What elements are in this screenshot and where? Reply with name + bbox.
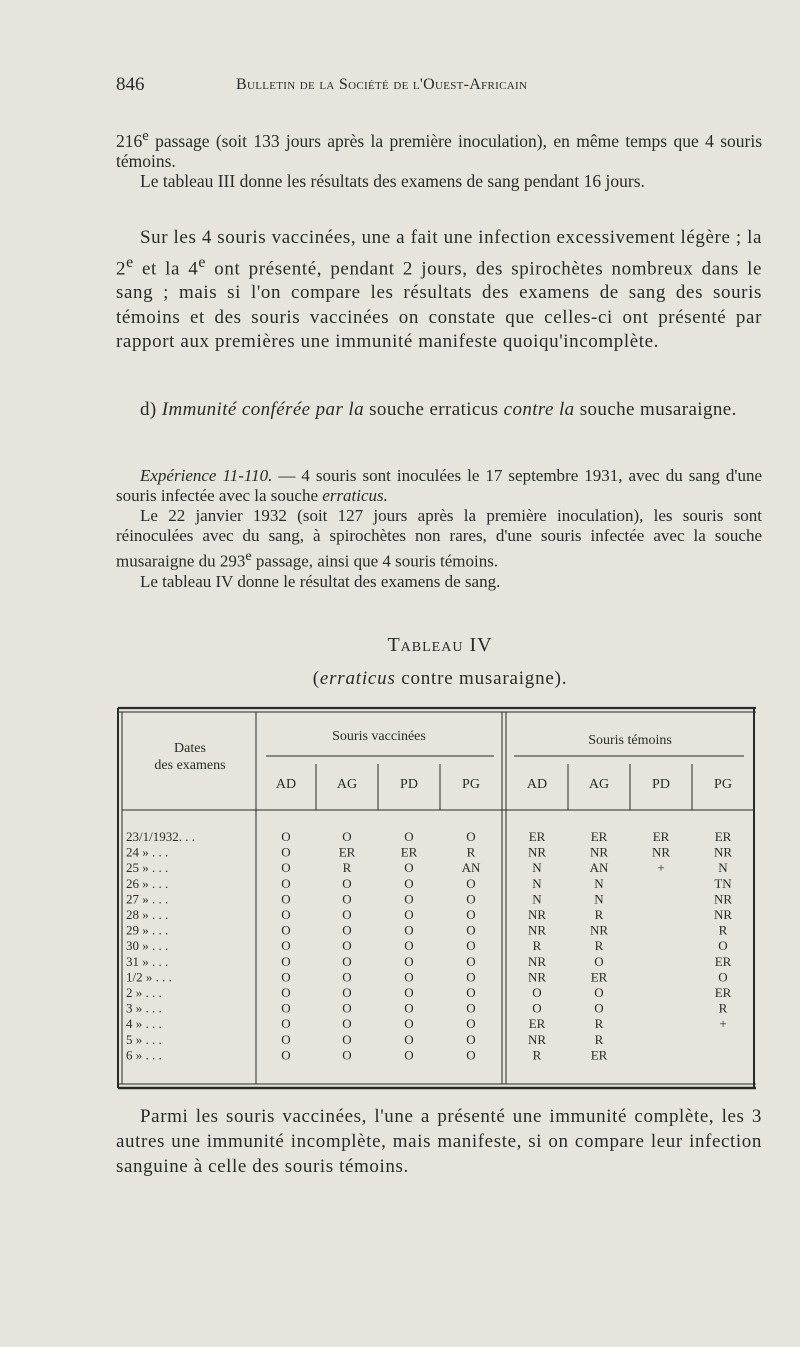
result-cell: O xyxy=(466,907,476,922)
text-span: souche musaraigne. xyxy=(574,399,737,420)
result-cell: O xyxy=(404,1031,414,1047)
text-span: et la 4 xyxy=(133,257,199,279)
result-cell: R xyxy=(718,1000,728,1016)
date-cell: 1/2 » . . . xyxy=(126,969,172,985)
result-cell: O xyxy=(404,860,414,876)
date-cell: 5 » . . . xyxy=(126,1031,162,1047)
result-cell: O xyxy=(281,953,291,969)
text-span: ( xyxy=(312,668,320,689)
result-cell: O xyxy=(281,1047,291,1063)
table-title: Tableau IV xyxy=(387,634,493,656)
date-cell: 24 » . . . xyxy=(126,844,169,860)
result-cell: O xyxy=(281,1031,291,1047)
running-title: Bulletin de la Société de l'Ouest-Africain xyxy=(236,76,528,93)
result-cell: N xyxy=(594,891,604,907)
superscript: e xyxy=(126,253,134,271)
result-cell: R xyxy=(532,938,542,954)
group-header-temoins: Souris témoins xyxy=(588,733,672,748)
result-cell: NR xyxy=(713,844,733,860)
text-span: Le 22 janvier 1932 (soit 127 jours après la première inoculation), les souris sont réinoculées avec du sang, à spirochètes non rares, d'une souris infectée avec la souche musaraigne du 293 xyxy=(116,506,762,571)
result-cell: O xyxy=(532,1000,542,1016)
result-cell: O xyxy=(281,969,291,985)
result-cell: ER xyxy=(528,829,546,844)
result-cell: R xyxy=(594,938,604,954)
date-cell: 23/1/1932. . . xyxy=(126,829,195,844)
result-cell: O xyxy=(532,985,542,1000)
result-cell: O xyxy=(466,875,476,891)
result-cell: O xyxy=(404,1016,414,1032)
result-cell: O xyxy=(281,844,291,860)
result-cell: O xyxy=(404,1047,414,1063)
result-cell: O xyxy=(404,953,414,969)
result-cell: R xyxy=(532,1047,542,1063)
result-cell: O xyxy=(281,829,291,844)
result-cell: O xyxy=(342,829,352,844)
result-cell: N xyxy=(532,891,542,907)
result-cell: O xyxy=(281,985,291,1000)
date-cell: 3 » . . . xyxy=(126,1000,162,1016)
dates-header: Dates xyxy=(174,741,206,756)
text-span: d) xyxy=(140,399,162,420)
result-cell: TN xyxy=(714,875,732,891)
column-header: AD xyxy=(275,777,297,792)
section-heading-d xyxy=(116,398,762,422)
paragraph-experience xyxy=(116,466,762,592)
column-header: PD xyxy=(400,777,418,792)
result-cell: NR xyxy=(527,969,547,985)
text-span: 216 xyxy=(116,130,143,151)
result-cell: O xyxy=(281,922,291,938)
result-cell: O xyxy=(281,907,291,922)
result-cell: O xyxy=(404,969,414,985)
result-cell: R xyxy=(718,922,728,938)
table-subtitle xyxy=(40,668,800,690)
result-cell: R xyxy=(594,907,604,922)
result-cell: O xyxy=(281,860,291,876)
result-cell: O xyxy=(404,907,414,922)
result-cell: NR xyxy=(527,844,547,860)
date-cell: 29 » . . . xyxy=(126,922,169,938)
result-cell: O xyxy=(466,969,476,985)
result-cell: NR xyxy=(527,1031,547,1047)
result-cell: AN xyxy=(589,860,609,876)
column-header: PG xyxy=(462,777,480,792)
italic-span: Expérience 11-110. xyxy=(140,466,273,485)
column-header: AD xyxy=(526,777,548,792)
italic-span: Immunité conférée par la xyxy=(161,399,364,420)
result-cell: O xyxy=(466,938,476,954)
result-cell: O xyxy=(342,875,352,891)
result-cell: O xyxy=(718,938,728,954)
result-cell: ER xyxy=(590,969,608,985)
result-cell: N xyxy=(594,875,604,891)
tableau-iv-svg xyxy=(116,706,758,1090)
text-span: souche erraticus xyxy=(363,399,504,420)
result-cell: O xyxy=(404,1000,414,1016)
result-cell: O xyxy=(404,922,414,938)
result-cell: O xyxy=(466,1000,476,1016)
column-header: AG xyxy=(588,777,610,792)
paragraph-conclusion: Parmi les souris vaccinées, l'une a présenté une immunité complète, les 3 autres une immunité incomplète, mais manifeste, si on compare leur infection sanguine à celle des souris témoins. xyxy=(116,1106,762,1177)
text-span: contre musaraigne). xyxy=(395,668,568,689)
result-cell: ER xyxy=(590,829,608,844)
date-cell: 28 » . . . xyxy=(126,907,169,922)
result-cell: O xyxy=(342,922,352,938)
result-cell: ER xyxy=(714,829,732,844)
result-cell: O xyxy=(404,891,414,907)
paragraph-souris-vaccinees xyxy=(116,226,762,355)
result-cell: R xyxy=(466,844,476,860)
date-cell: 4 » . . . xyxy=(126,1016,162,1032)
column-header: PG xyxy=(714,777,732,792)
result-cell: O xyxy=(404,829,414,844)
date-cell: 27 » . . . xyxy=(126,891,169,907)
result-cell: O xyxy=(594,985,604,1000)
superscript: e xyxy=(245,548,252,564)
italic-span: erraticus. xyxy=(322,486,388,505)
result-cell: O xyxy=(342,985,352,1000)
result-cell: O xyxy=(466,953,476,969)
result-cell: O xyxy=(342,1047,352,1063)
result-cell: O xyxy=(718,969,728,985)
experience-intro xyxy=(116,466,762,506)
result-cell: O xyxy=(281,1016,291,1032)
result-cell: NR xyxy=(651,844,671,860)
paragraph-tableau-iii: Le tableau III donne les résultats des examens de sang pendant 16 jours. xyxy=(140,170,645,191)
result-cell: O xyxy=(404,938,414,954)
date-cell: 26 » . . . xyxy=(126,875,169,891)
result-cell: NR xyxy=(589,844,609,860)
tableau-iv xyxy=(116,706,758,1090)
result-cell: O xyxy=(281,875,291,891)
result-cell: O xyxy=(404,875,414,891)
result-cell: O xyxy=(466,1031,476,1047)
result-cell: O xyxy=(281,891,291,907)
superscript: e xyxy=(142,128,149,144)
result-cell: O xyxy=(281,1000,291,1016)
result-cell: O xyxy=(466,891,476,907)
italic-span: contre la xyxy=(503,399,575,420)
text-span: passage (soit 133 jours après la première inoculation), en même temps que 4 souris témoins. xyxy=(116,130,762,171)
result-cell: O xyxy=(594,1000,604,1016)
result-cell: AN xyxy=(461,860,481,876)
date-cell: 2 » . . . xyxy=(126,985,162,1000)
result-cell: + xyxy=(719,1016,727,1032)
text-span: — 4 souris sont inoculées le 17 septembre 1931, avec du sang d'une souris infectée avec la souche xyxy=(116,466,762,505)
result-cell: O xyxy=(342,1016,352,1032)
result-cell: NR xyxy=(527,953,547,969)
result-cell: O xyxy=(342,1000,352,1016)
result-cell: ER xyxy=(338,844,356,860)
result-cell: ER xyxy=(528,1016,546,1032)
result-cell: NR xyxy=(527,907,547,922)
group-header-vaccinees: Souris vaccinées xyxy=(332,729,426,744)
result-cell: O xyxy=(466,922,476,938)
result-cell: NR xyxy=(713,907,733,922)
date-cell: 30 » . . . xyxy=(126,938,169,954)
page-number: 846 xyxy=(116,74,145,95)
result-cell: ER xyxy=(714,953,732,969)
result-cell: ER xyxy=(652,829,670,844)
result-cell: ER xyxy=(590,1047,608,1063)
paragraph-passage xyxy=(116,126,762,191)
result-cell: O xyxy=(466,985,476,1000)
result-cell: R xyxy=(594,1031,604,1047)
dates-header: des examens xyxy=(154,758,226,773)
superscript: e xyxy=(198,253,207,271)
result-cell: O xyxy=(342,969,352,985)
text-span: Sur les 4 souris vaccinées, une a fait une infection excessivement légère ; la 2 xyxy=(116,227,762,279)
date-cell: 31 » . . . xyxy=(126,953,169,969)
column-header: PD xyxy=(652,777,670,792)
result-cell: NR xyxy=(527,922,547,938)
page-header xyxy=(116,74,758,104)
result-cell: O xyxy=(466,829,476,844)
result-cell: R xyxy=(594,1016,604,1032)
result-cell: O xyxy=(594,953,604,969)
result-cell: O xyxy=(404,985,414,1000)
text-span: ont présenté, pendant 2 jours, des spirochètes nombreux dans le sang ; mais si l'on compare les résultats des examens de sang des souris témoins et des souris vaccinées on constate que celles-ci ont présenté par rapport aux premières une immunité manifeste quoiqu'incomplète. xyxy=(116,257,763,353)
result-cell: N xyxy=(532,860,542,876)
result-cell: N xyxy=(718,860,728,876)
column-header: AG xyxy=(336,777,358,792)
experience-reinoculation xyxy=(116,506,762,572)
result-cell: ER xyxy=(400,844,418,860)
result-cell: O xyxy=(466,1016,476,1032)
text-span: passage, ainsi que 4 souris témoins. xyxy=(251,551,499,571)
result-cell: R xyxy=(342,860,352,876)
result-cell: O xyxy=(342,891,352,907)
result-cell: NR xyxy=(589,922,609,938)
result-cell: O xyxy=(342,953,352,969)
result-cell: NR xyxy=(713,891,733,907)
result-cell: O xyxy=(466,1047,476,1063)
date-cell: 6 » . . . xyxy=(126,1047,162,1063)
result-cell: ER xyxy=(714,985,732,1000)
italic-span: erraticus xyxy=(319,668,396,689)
experience-tableau-iv: Le tableau IV donne le résultat des examens de sang. xyxy=(140,571,501,591)
result-cell: N xyxy=(532,875,542,891)
result-cell: O xyxy=(342,938,352,954)
result-cell: O xyxy=(281,938,291,954)
result-cell: O xyxy=(342,907,352,922)
result-cell: O xyxy=(342,1031,352,1047)
date-cell: 25 » . . . xyxy=(126,860,169,876)
result-cell: + xyxy=(657,860,665,876)
